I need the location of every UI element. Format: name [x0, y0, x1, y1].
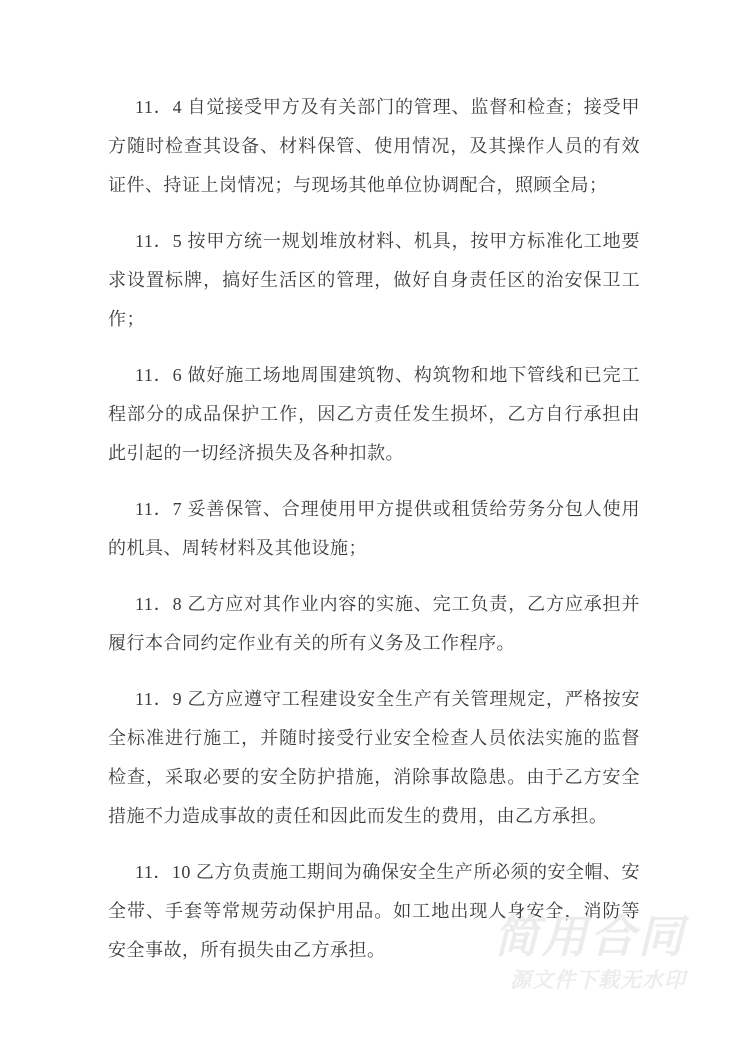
clause-11-7: 11．7 妥善保管、合理使用甲方提供或租赁给劳务分包人使用的机具、周转材料及其他设施； [108, 499, 640, 558]
document-content [108, 88, 640, 970]
clause-11-8: 11．8 乙方应对其作业内容的实施、完工负责，乙方应承担并履行本合同约定作业有关的所有义务及工作程序。 [108, 594, 640, 653]
clause-11-6: 11．6 做好施工场地周围建筑物、构筑物和地下管线和已完工程部分的成品保护工作，因乙方责任发生损坏，乙方自行承担由此引起的一切经济损失及各种扣款。 [108, 365, 640, 463]
clause-11-4: 11．4 自觉接受甲方及有关部门的管理、监督和检查；接受甲方随时检查其设备、材料保管、使用情况，及其操作人员的有效证件、持证上岗情况；与现场其他单位协调配合，照顾全局； [108, 97, 640, 195]
clause-11-10: 11．10 乙方负责施工期间为确保安全生产所必须的安全帽、安全带、手套等常规劳动保护用品。如工地出现人身安全，消防等安全事故，所有损失由乙方承担。 [108, 862, 640, 960]
watermark-subtitle: 源文件下载无水印 [510, 969, 686, 992]
watermark-title: 简用合同 [493, 911, 686, 962]
watermark [494, 912, 686, 994]
clause-11-5: 11．5 按甲方统一规划堆放材料、机具，按甲方标准化工地要求设置标牌，搞好生活区的管理，做好自身责任区的治安保卫工作； [108, 231, 640, 329]
clause-11-9: 11．9 乙方应遵守工程建设安全生产有关管理规定，严格按安全标准进行施工，并随时接受行业安全检查人员依法实施的监督检查，采取必要的安全防护措施，消除事故隐患。由于乙方安全措施不力造成事故的责任和因此而发生的费用，由乙方承担。 [108, 689, 640, 826]
